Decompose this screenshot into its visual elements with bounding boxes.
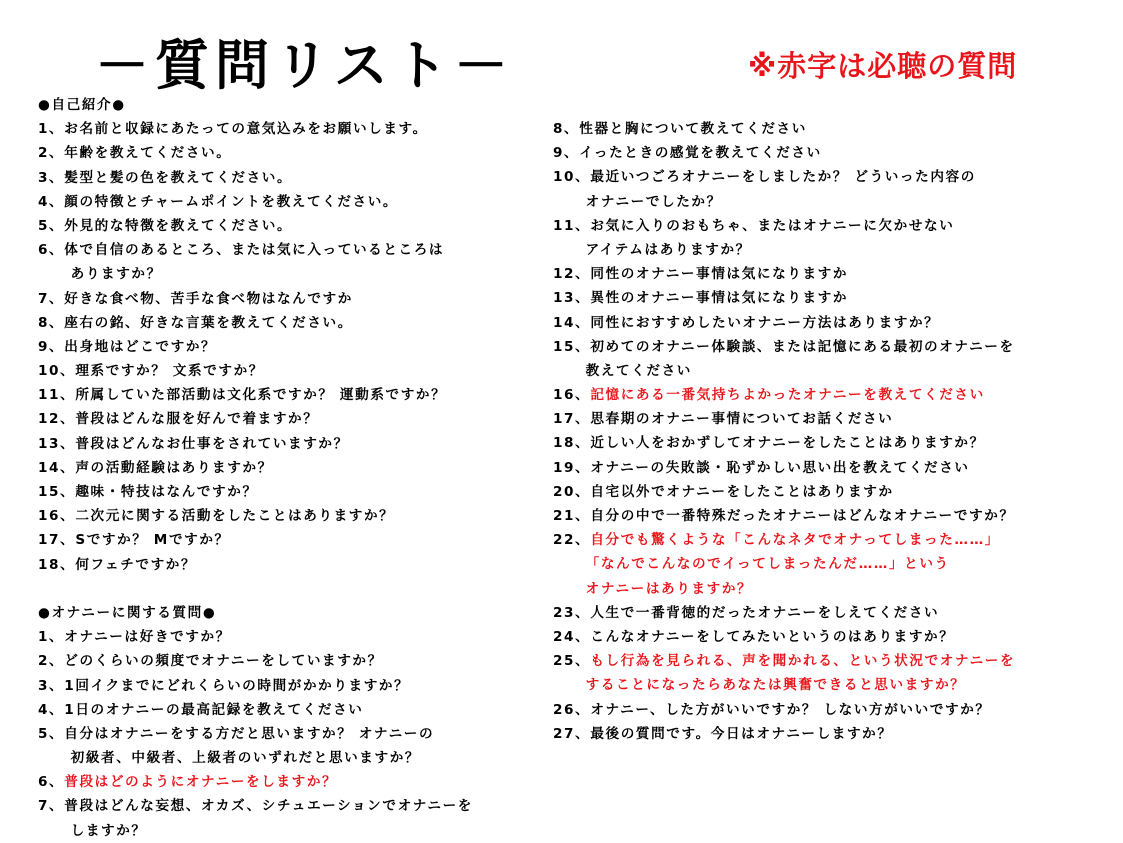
question-line	[38, 528, 538, 552]
question-text: 初めてのオナニー体験談、または記憶にある最初のオナニーを	[590, 338, 1015, 355]
question-line	[553, 359, 1113, 383]
question-item	[38, 335, 538, 359]
question-line	[553, 407, 1113, 431]
question-text: オナニー、した方がいいですか？ しない方がいいですか？	[590, 701, 991, 718]
question-item	[38, 287, 538, 311]
question-text: オナニーは好きですか？	[64, 629, 231, 646]
question-text: 自分でも驚くような「こんなネタでオナってしまった……」	[590, 532, 1000, 549]
question-number: 27、	[553, 725, 591, 742]
question-text: 異性のオナニー事情は気になりますか	[590, 290, 849, 307]
question-item	[553, 504, 1113, 528]
question-line	[553, 552, 1113, 576]
question-item	[38, 625, 538, 649]
question-item	[38, 649, 538, 673]
question-number: 12、	[553, 266, 591, 283]
question-item	[553, 311, 1113, 335]
required-note: ※赤字は必聴の質問	[748, 49, 1018, 83]
question-item	[553, 528, 1113, 601]
question-number: 17、	[38, 532, 76, 549]
question-line	[38, 335, 538, 359]
question-line	[38, 674, 538, 698]
question-number: 11、	[38, 387, 76, 404]
question-item	[38, 528, 538, 552]
question-line	[553, 286, 1113, 310]
question-item	[38, 311, 538, 335]
question-item	[553, 383, 1113, 407]
question-text: オナニーの失敗談・恥ずかしい思い出を教えてください	[590, 459, 970, 476]
question-number: 1、	[38, 629, 65, 646]
question-number: 20、	[553, 483, 591, 500]
question-number: 3、	[38, 677, 65, 694]
question-item	[553, 165, 1113, 213]
question-line	[553, 528, 1113, 552]
question-item	[38, 117, 538, 141]
question-number: 2、	[38, 653, 65, 670]
question-text: 教えてください	[585, 362, 692, 379]
question-text: 体で自信のあるところ、または気に入っているところは	[64, 242, 445, 259]
column-left	[38, 93, 538, 843]
question-text: 最近いつごろオナニーをしましたか？ どういった内容の	[590, 169, 976, 186]
question-line	[553, 504, 1113, 528]
question-item	[38, 407, 538, 431]
question-line	[553, 577, 1113, 601]
question-line	[553, 383, 1113, 407]
question-number: 25、	[553, 653, 591, 670]
question-item	[553, 601, 1113, 625]
question-number: 26、	[553, 701, 591, 718]
question-line	[553, 335, 1113, 359]
question-line	[38, 432, 538, 456]
question-text: 外見的な特徴を教えてください。	[64, 217, 293, 234]
question-text: もし行為を見られる、声を聞かれる、という状況でオナニーを	[590, 653, 1016, 670]
question-item	[38, 770, 538, 794]
question-number: 2、	[38, 145, 65, 162]
question-item	[553, 286, 1113, 310]
question-line	[553, 165, 1113, 189]
question-text: 思春期のオナニー事情についてお話ください	[590, 411, 894, 428]
question-line	[38, 407, 538, 431]
question-item	[553, 431, 1113, 455]
question-item	[38, 190, 538, 214]
question-text: 「なんでこんなのでイってしまったんだ……」という	[585, 556, 950, 573]
question-item	[553, 698, 1113, 722]
question-line	[38, 117, 538, 141]
question-text: 人生で一番背徳的だったオナニーをしえてください	[590, 604, 940, 621]
question-number: 22、	[553, 532, 591, 549]
question-line	[38, 819, 538, 843]
question-text: 同性におすすめしたいオナニー方法はありますか？	[590, 314, 940, 331]
question-number: 11、	[553, 217, 591, 234]
question-text: 1日のオナニーの最高記録を教えてください	[64, 701, 364, 718]
question-text: 初級者、中級者、上級者のいずれだと思いますか？	[70, 750, 421, 767]
question-item	[38, 359, 538, 383]
question-item	[553, 625, 1113, 649]
question-line	[553, 262, 1113, 286]
question-text: ありますか？	[70, 266, 162, 283]
question-number: 6、	[38, 242, 65, 259]
question-line	[38, 698, 538, 722]
question-number: 14、	[553, 314, 591, 331]
question-number: 8、	[553, 121, 580, 137]
question-number: 9、	[38, 338, 65, 355]
question-item	[553, 335, 1113, 383]
question-item	[38, 432, 538, 456]
section-header: ●自己紹介●	[38, 97, 126, 113]
question-number: 4、	[38, 701, 65, 718]
question-line	[553, 480, 1113, 504]
question-text: 性器と胸について教えてください	[579, 121, 807, 137]
question-line	[38, 359, 538, 383]
question-line	[38, 722, 538, 746]
question-line	[38, 238, 538, 262]
question-number: 1、	[38, 121, 65, 138]
question-number: 7、	[38, 798, 65, 815]
question-item	[38, 166, 538, 190]
question-text: 自分はオナニーをする方だと思いますか？ オナニーの	[64, 725, 435, 742]
question-text: 声の活動経験はありますか？	[75, 459, 273, 476]
question-number: 18、	[38, 556, 76, 573]
question-text: 同性のオナニー事情は気になりますか	[590, 266, 849, 283]
question-item	[553, 407, 1113, 431]
question-number: 17、	[553, 411, 591, 428]
question-text: 普段はどのようにオナニーをしますか？	[64, 774, 338, 791]
question-item	[38, 141, 538, 165]
question-item	[38, 698, 538, 722]
question-text: することになったらあなたは興奮できると思いますか？	[585, 677, 966, 694]
column-right	[553, 117, 1113, 746]
question-number: 13、	[553, 290, 591, 307]
question-item	[38, 456, 538, 480]
question-line	[38, 214, 538, 238]
question-line	[553, 214, 1113, 238]
question-item	[553, 722, 1113, 746]
question-number: 5、	[38, 725, 65, 742]
question-text: イったときの感覚を教えてください	[579, 145, 822, 162]
question-line	[38, 625, 538, 649]
question-number: 10、	[38, 363, 76, 380]
question-text: どのくらいの頻度でオナニーをしていますか？	[64, 653, 383, 670]
question-text: 理系ですか？ 文系ですか？	[75, 363, 264, 380]
question-text: 何フェチですか？	[75, 556, 197, 573]
question-item	[553, 214, 1113, 262]
section-gap	[38, 577, 538, 601]
question-text: 顔の特徴とチャームポイントを教えてください。	[64, 193, 399, 210]
question-line	[38, 190, 538, 214]
question-number: 14、	[38, 459, 76, 476]
question-text: 年齢を教えてください。	[64, 145, 232, 162]
question-number: 13、	[38, 435, 76, 452]
question-number: 8、	[38, 314, 65, 331]
question-item	[38, 722, 538, 770]
question-line	[38, 746, 538, 770]
question-line	[38, 504, 538, 528]
question-line	[38, 553, 538, 577]
question-number: 5、	[38, 217, 65, 234]
question-line	[38, 383, 538, 407]
question-text: 二次元に関する活動をしたことはありますか？	[75, 508, 395, 525]
question-text: 好きな食べ物、苦手な食べ物はなんですか	[64, 290, 353, 307]
question-number: 12、	[38, 411, 76, 428]
question-text: 出身地はどこですか？	[64, 338, 217, 355]
question-item	[38, 238, 538, 286]
section-header: ●オナニーに関する質問●	[38, 604, 217, 621]
question-text: 髪型と髪の色を教えてください。	[64, 169, 293, 186]
question-item	[553, 480, 1113, 504]
question-text: 趣味・特技はなんですか？	[75, 484, 258, 500]
question-text: 普段はどんなお仕事をされていますか？	[75, 435, 349, 452]
question-text: 自宅以外でオナニーをしたことはありますか	[590, 483, 894, 500]
question-text: Sですか？ Mですか？	[75, 532, 230, 549]
question-line	[553, 456, 1113, 480]
question-line	[38, 770, 538, 794]
question-text: 1回イクまでにどれくらいの時間がかかりますか？	[64, 677, 410, 694]
question-text: 普段はどんな服を好んで着ますか？	[75, 411, 319, 428]
question-text: 自分の中で一番特殊だったオナニーはどんなオナニーですか？	[590, 508, 1015, 524]
question-line	[553, 141, 1113, 165]
question-line	[38, 262, 538, 286]
question-number: 23、	[553, 604, 591, 621]
question-number: 16、	[38, 508, 76, 525]
question-number: 9、	[553, 145, 580, 162]
question-text: アイテムはありますか？	[585, 241, 751, 258]
question-line	[38, 794, 538, 818]
question-line	[553, 722, 1113, 746]
question-number: 18、	[553, 435, 591, 452]
question-line	[553, 601, 1113, 625]
question-line	[553, 625, 1113, 649]
question-text: 最後の質問です。今日はオナニーしますか？	[590, 725, 893, 742]
question-text: オナニーはありますか？	[585, 580, 753, 597]
question-text: オナニーでしたか？	[585, 193, 722, 210]
question-item	[553, 262, 1113, 286]
question-item	[553, 141, 1113, 165]
question-text: 普段はどんな妄想、オカズ、シチュエーションでオナニーを	[64, 798, 473, 815]
question-text: お名前と収録にあたっての意気込みをお願いします。	[64, 121, 428, 138]
question-number: 24、	[553, 628, 591, 645]
question-number: 6、	[38, 774, 65, 791]
question-text: 近しい人をおかずしてオナニーをしたことはありますか？	[590, 435, 985, 452]
page-title: －質問リスト－	[95, 34, 514, 97]
question-line	[553, 673, 1113, 697]
question-line	[553, 190, 1113, 214]
question-line	[553, 238, 1113, 262]
question-number: 10、	[553, 169, 591, 186]
question-line	[553, 698, 1113, 722]
question-item	[553, 649, 1113, 697]
question-line	[553, 117, 1113, 141]
question-text: 記憶にある一番気持ちよかったオナニーを教えてください	[590, 387, 985, 404]
question-item	[553, 117, 1113, 141]
question-number: 4、	[38, 193, 65, 210]
question-number: 15、	[38, 484, 76, 500]
question-item	[38, 480, 538, 504]
question-item	[38, 214, 538, 238]
question-item	[38, 794, 538, 842]
question-line	[38, 311, 538, 335]
question-text: 座右の銘、好きな言葉を教えてください。	[64, 314, 353, 331]
question-line	[38, 166, 538, 190]
question-line	[38, 480, 538, 504]
question-number: 15、	[553, 338, 591, 355]
question-text: お気に入りのおもちゃ、またはオナニーに欠かせない	[590, 217, 955, 234]
question-number: 21、	[553, 508, 591, 524]
question-line	[38, 287, 538, 311]
question-number: 7、	[38, 290, 65, 307]
question-item	[38, 383, 538, 407]
question-line	[38, 649, 538, 673]
question-item	[38, 504, 538, 528]
question-line	[553, 649, 1113, 673]
question-text: こんなオナニーをしてみたいというのはありますか？	[590, 628, 955, 645]
question-number: 3、	[38, 169, 65, 186]
question-text: しますか？	[70, 822, 147, 839]
question-number: 16、	[553, 387, 591, 404]
question-item	[38, 553, 538, 577]
question-line	[38, 456, 538, 480]
question-number: 19、	[553, 459, 591, 476]
question-item	[553, 456, 1113, 480]
question-line	[553, 311, 1113, 335]
question-line	[553, 431, 1113, 455]
question-line	[38, 141, 538, 165]
question-item	[38, 674, 538, 698]
question-text: 所属していた部活動は文化系ですか？ 運動系ですか？	[75, 387, 447, 404]
